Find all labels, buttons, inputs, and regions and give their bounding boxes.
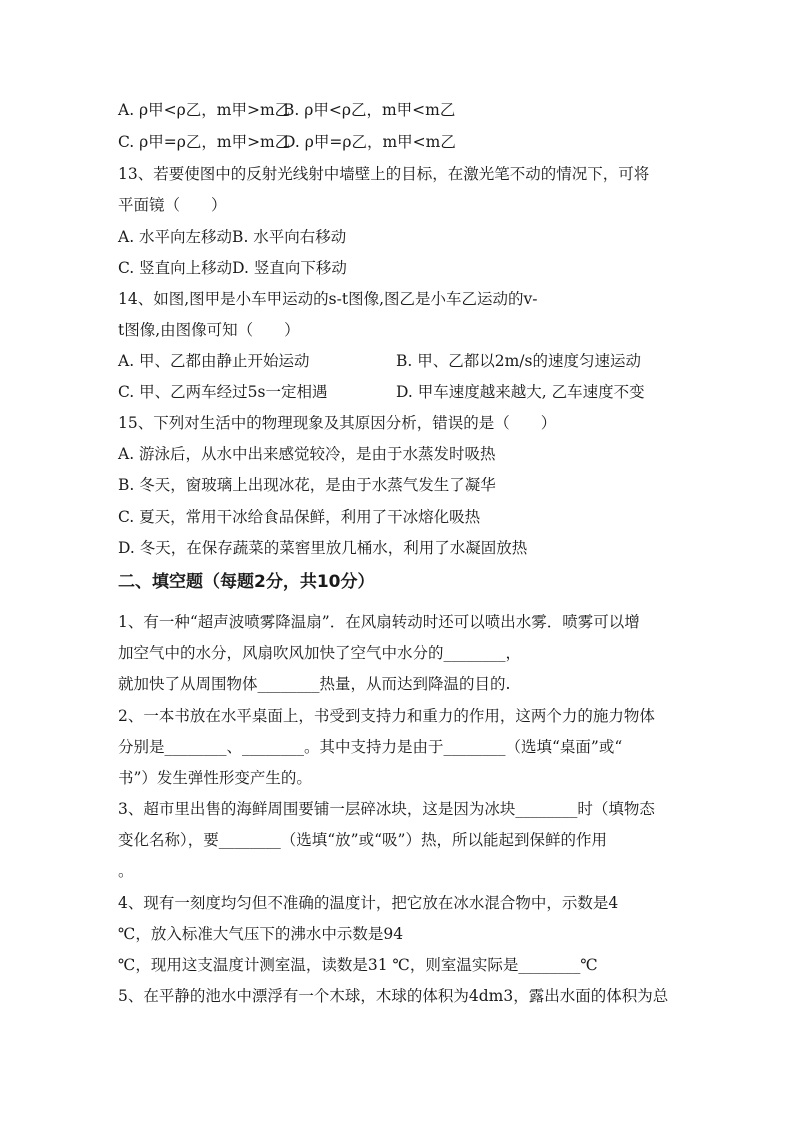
fill-3-line-2: 变化名称），要________（选填“放”或“吸”）热，所以能起到保鲜的作用 — [118, 831, 607, 849]
q14-stem-line-1: 14、如图,图甲是小车甲运动的s-t图像,图乙是小车乙运动的v- — [118, 290, 538, 308]
q13-stem-line-1: 13、若要使图中的反射光线射中墙壁上的目标，在激光笔不动的情况下，可将 — [118, 165, 650, 183]
fill-1-line-2: 加空气中的水分，风扇吹风加快了空气中水分的________， — [118, 644, 522, 662]
fill-1-line-3: 就加快了从周围物体________热量，从而达到降温的目的. — [118, 675, 511, 693]
q13-options-cd: C. 竖直向上移动D. 竖直向下移动 — [118, 259, 347, 277]
q12-option-d: D. ρ甲=ρ乙，m甲<m乙 — [283, 133, 456, 151]
fill-4-line-3: ℃，现用这支温度计测室温，读数是31 ℃，则室温实际是________℃ — [118, 956, 598, 974]
fill-3-line-1: 3、超市里出售的海鲜周围要铺一层碎冰块，这是因为冰块________时（填物态 — [118, 800, 655, 818]
fill-4-line-2: ℃，放入标准大气压下的沸水中示数是94 — [118, 925, 404, 943]
q15-option-a: A. 游泳后，从水中出来感觉较冷，是由于水蒸发时吸热 — [118, 445, 496, 463]
q13-stem-line-2: 平面镜（ ） — [118, 196, 227, 214]
q13-options-ab: A. 水平向左移动B. 水平向右移动 — [118, 228, 347, 246]
fill-2-line-2: 分别是________、________。其中支持力是由于________（选填“桌面”或“ — [118, 738, 623, 756]
q14-option-a: A. 甲、乙都由静止开始运动 — [118, 352, 310, 370]
q15-stem: 15、下列对生活中的物理现象及其原因分析，错误的是（ ） — [118, 414, 557, 432]
fill-5-line-1: 5、在平静的池水中漂浮有一个木球，木球的体积为4dm3，露出水面的体积为总 — [118, 987, 669, 1005]
fill-4-line-1: 4、现有一刻度均匀但不准确的温度计，把它放在冰水混合物中，示数是4 — [118, 894, 619, 912]
fill-3-line-3: 。 — [118, 862, 134, 880]
fill-2-line-1: 2、一本书放在水平桌面上，书受到支持力和重力的作用，这两个力的施力物体 — [118, 707, 655, 725]
q15-option-d: D. 冬天，在保存蔬菜的菜窖里放几桶水，利用了水凝固放热 — [118, 539, 528, 557]
q14-stem-line-2: t图像,由图像可知（ ） — [118, 321, 300, 339]
q14-option-c: C. 甲、乙两车经过5s一定相遇 — [118, 383, 328, 401]
q12-option-a: A. ρ甲<ρ乙，m甲>m乙 — [118, 101, 291, 119]
q15-option-b: B. 冬天，窗玻璃上出现冰花，是由于水蒸气发生了凝华 — [118, 476, 496, 494]
fill-2-line-3: 书”）发生弹性形变产生的。 — [118, 769, 312, 787]
q14-option-b: B. 甲、乙都以2m/s的速度匀速运动 — [396, 352, 641, 370]
fill-1-line-1: 1、有一种“超声波喷雾降温扇”．在风扇转动时还可以喷出水雾．喷雾可以增 — [118, 613, 640, 631]
q12-option-b: B. ρ甲<ρ乙，m甲<m乙 — [283, 101, 456, 119]
q15-option-c: C. 夏天，常用干冰给食品保鲜，利用了干冰熔化吸热 — [118, 508, 481, 526]
q12-option-c: C. ρ甲=ρ乙，m甲>m乙 — [118, 133, 291, 151]
section-title-fill-in: 二、填空题（每题2分，共10分） — [118, 572, 375, 592]
q14-option-d: D. 甲车速度越来越大, 乙车速度不变 — [396, 383, 645, 401]
